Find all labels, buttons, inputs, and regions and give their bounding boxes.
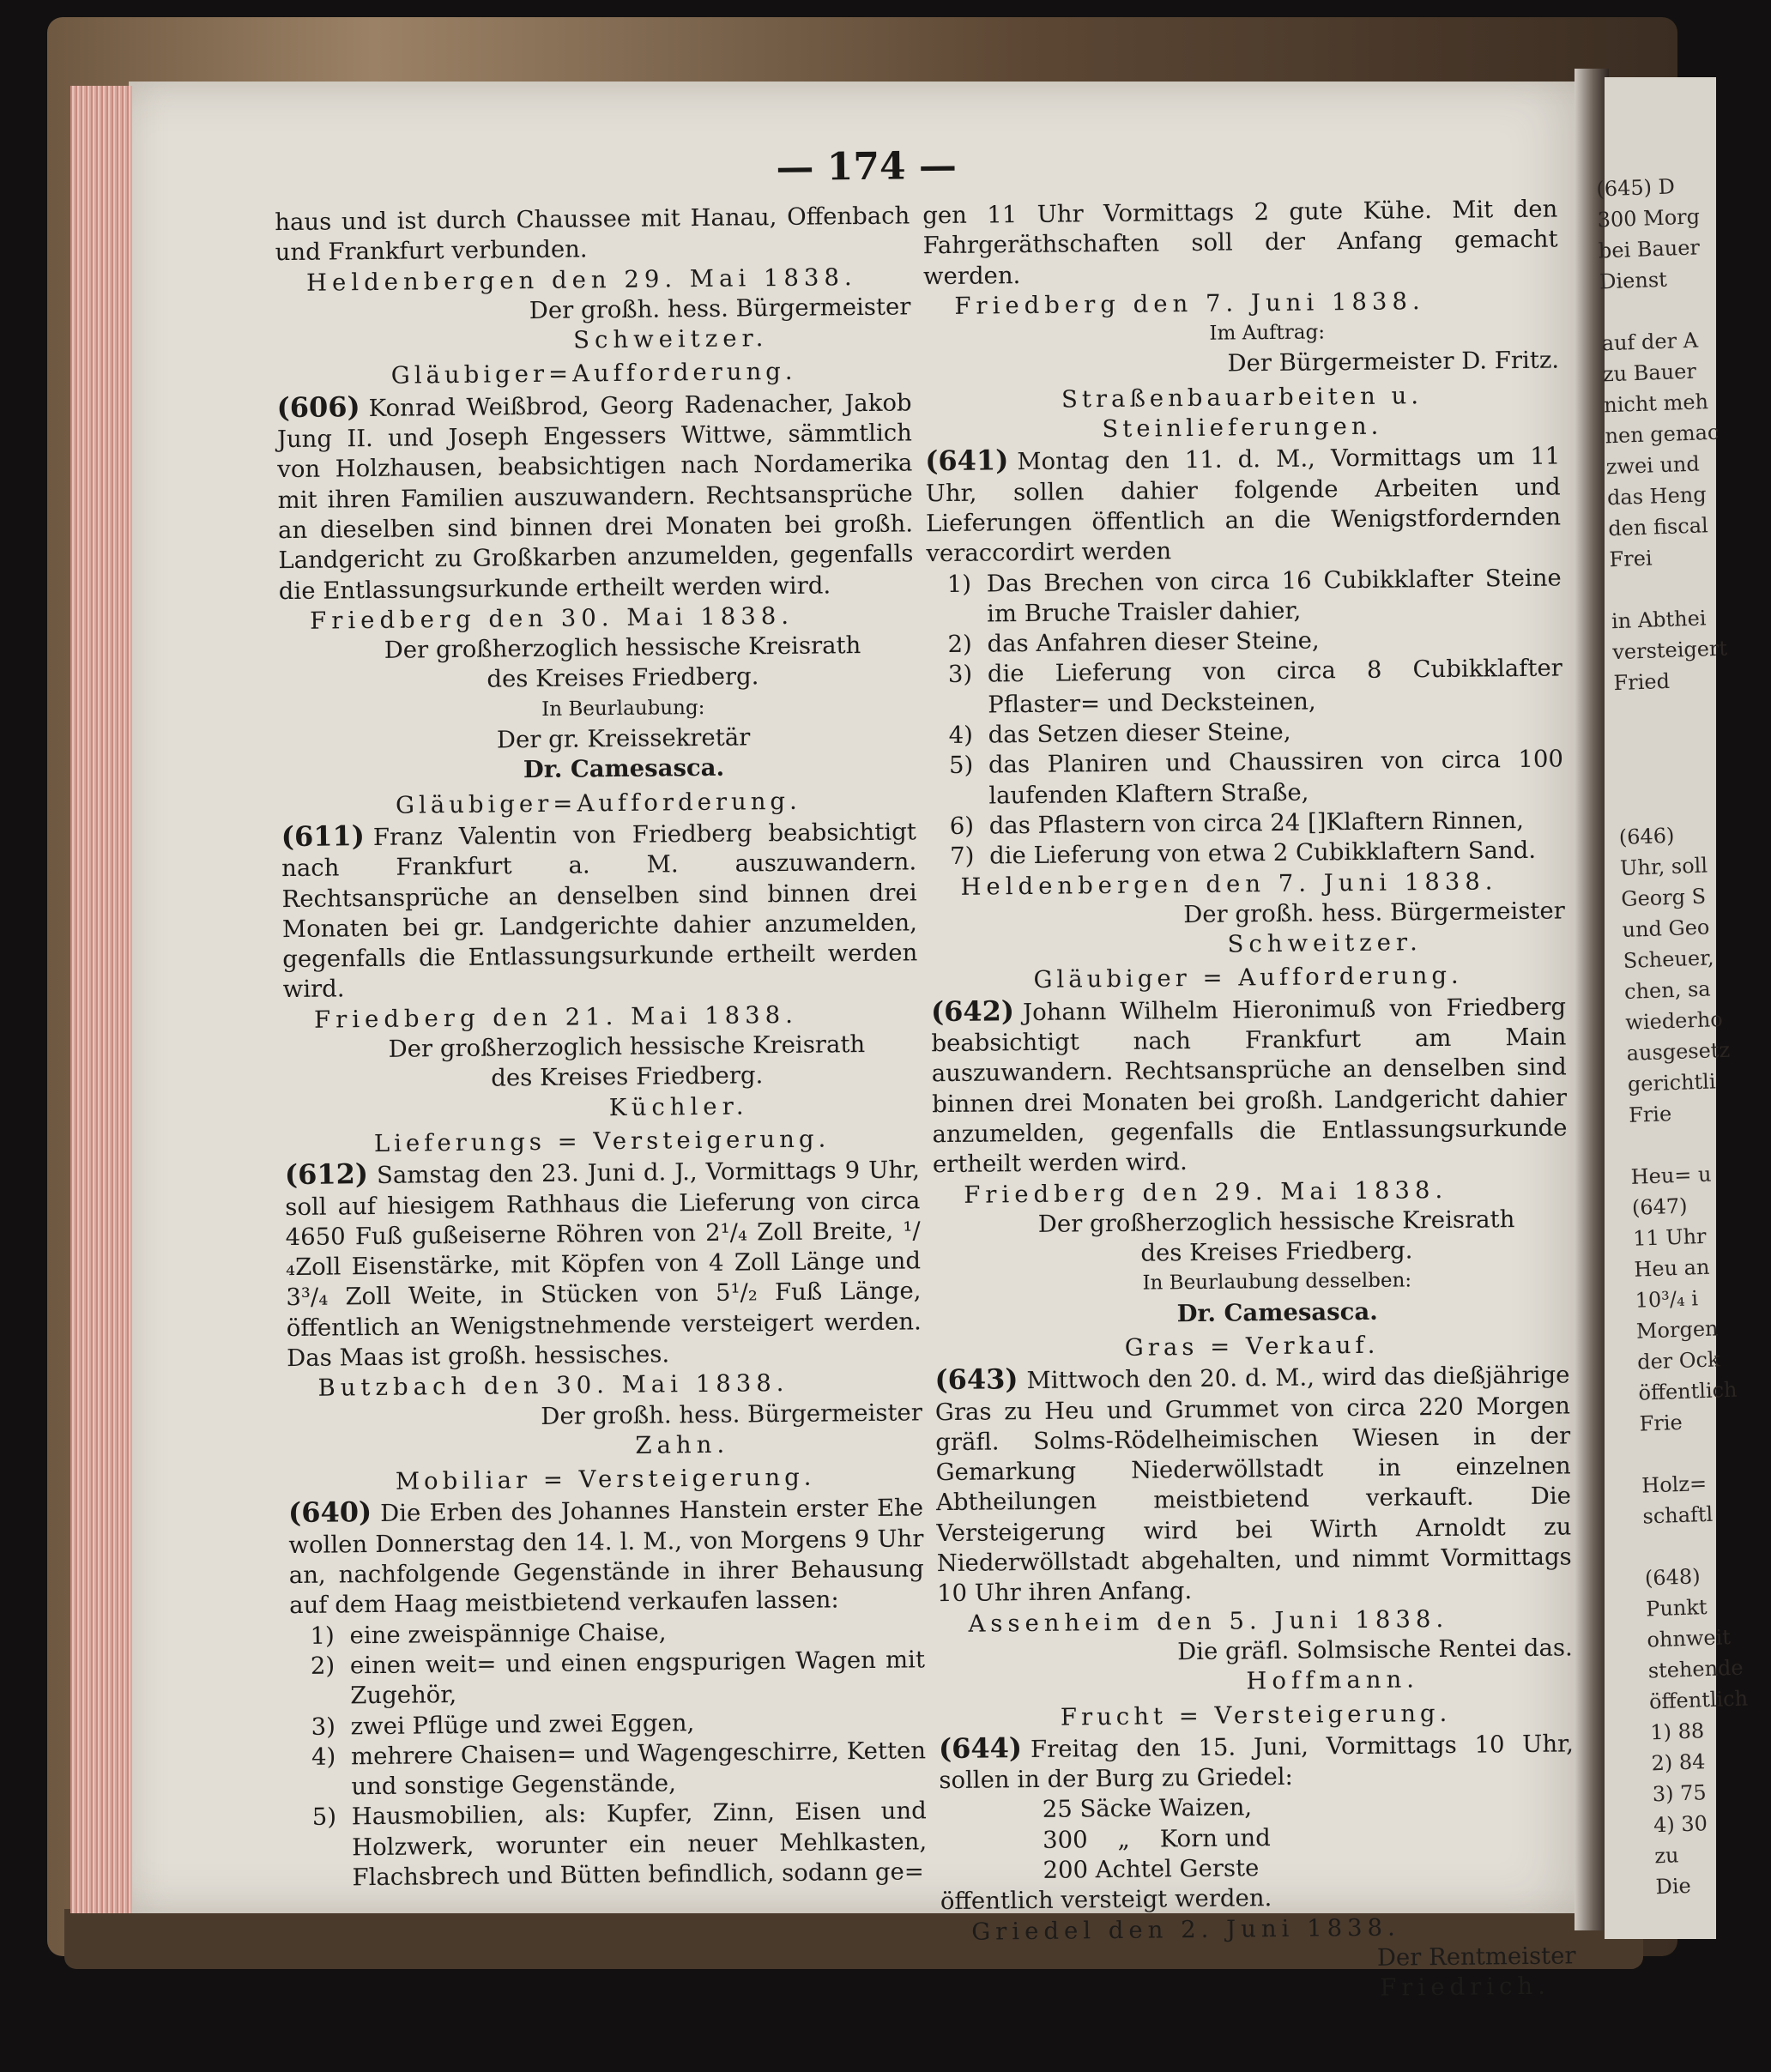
next-page-line: ohnweit: [1647, 1625, 1732, 1652]
list-line: 300 „ Korn und: [1042, 1823, 1271, 1854]
next-page-line: Dienst: [1599, 267, 1668, 294]
centered-line: Der großherzoglich hessische Kreisrath: [384, 631, 861, 665]
entry-text: Franz Valentin von Friedberg beabsichtigt nach Frankfurt a. M. auszuwandern. Rechtsansprüche an denselben sind binnen drei Monaten bei gr. Landgerichte dahier anzumelden, gegenfalls die Entlassungsurkunde ertheilt werden wird.: [281, 818, 918, 1004]
centered-line: Der großherzoglich hessische Kreisrath: [1037, 1205, 1515, 1238]
next-page-line: (645) D: [1595, 174, 1676, 202]
list-line: 25 Säcke Waizen,: [1042, 1793, 1253, 1824]
signature-name: Schweitzer.: [572, 324, 769, 354]
signature-title: Der großh. hess. Bürgermeister: [541, 1398, 923, 1430]
next-page-line: Scheuer,: [1623, 945, 1714, 973]
next-page-line: 300 Morg: [1597, 204, 1701, 233]
next-page-line: gerichtli: [1627, 1069, 1716, 1096]
signature-name: Zahn.: [635, 1430, 730, 1459]
item-text: die Lieferung von circa 8 Cubikklafter Pflaster= und Decksteinen,: [987, 654, 1563, 719]
centered-line: Der großherzoglich hessische Kreisrath: [388, 1030, 866, 1063]
left-column: [275, 201, 928, 1894]
entry-number: (642): [930, 994, 1015, 1028]
next-page-line: zu: [1653, 1843, 1679, 1869]
signature-name: Küchler.: [608, 1092, 749, 1121]
centered-note: In Beurlaubung:: [541, 696, 705, 721]
signature-title: Der großh. hess. Bürgermeister: [1183, 897, 1565, 928]
next-page-line: stehende: [1647, 1655, 1744, 1683]
next-page-line: Die: [1655, 1873, 1692, 1900]
entry-number: (612): [284, 1157, 369, 1192]
list-line: 200 Achtel Gerste: [1043, 1854, 1260, 1884]
signature-name: Hoffmann.: [1246, 1665, 1420, 1695]
body-text: gen 11 Uhr Vormittags 2 gute Kühe. Mit den Fahrgeräthschaften soll der Anfang gemacht werden.: [922, 195, 1558, 290]
next-page-line: nen gemac: [1605, 420, 1720, 449]
entry-number: (606): [276, 390, 360, 424]
item-number: 4): [311, 1743, 336, 1771]
entry-text: Konrad Weißbrod, Georg Radenacher, Jakob Jung II. und Joseph Engessers Wittwe, sämmtlich von Holzhausen, beabsichtigen nach Nordamerika mit ihren Familien auszuwandern. Rechtsansprüche an dieselben sind binnen drei Monaten bei großh. Landgericht zu Großkarben anzumelden, gegenfalls die Entlassungsurkunde ertheilt werden wird.: [276, 389, 914, 605]
notice-entry: [276, 386, 914, 607]
item-text: mehrere Chaisen= und Wagengeschirre, Ketten und sonstige Gegenstände,: [350, 1737, 927, 1801]
list-item: [928, 654, 1563, 721]
next-page-line: [1643, 1529, 1738, 1563]
dateline: Griedel den 2. Juni 1838.: [971, 1913, 1400, 1946]
item-text: einen weit= und einen engspurigen Wagen mit Zugehör,: [349, 1646, 926, 1710]
notice-entry: [281, 815, 918, 1006]
next-page-line: Frei: [1609, 546, 1653, 572]
next-page-line: und Geo: [1622, 915, 1710, 942]
signature-name: Friedrich.: [1380, 1972, 1551, 2003]
item-number: 5): [311, 1803, 337, 1832]
signature-name: Dr. Camesasca.: [1176, 1297, 1378, 1327]
next-page-line: Uhr, soll: [1619, 853, 1708, 881]
next-page-line: ausgesetz: [1626, 1037, 1731, 1066]
signature-title: Der Rentmeister: [1376, 1942, 1576, 1972]
list-item: [928, 745, 1564, 812]
next-page-line: (646): [1618, 823, 1675, 850]
next-page-line: chen, sa: [1623, 976, 1712, 1004]
entry-number: (640): [287, 1495, 372, 1530]
signature-name: Schweitzer.: [1227, 928, 1423, 958]
next-page-line: Holz=: [1641, 1471, 1708, 1498]
notice-entry: [931, 990, 1568, 1181]
centered-note: In Beurlaubung desselben:: [1142, 1269, 1412, 1296]
next-page-line: Morgen: [1635, 1316, 1719, 1344]
item-number: 2): [947, 630, 972, 659]
notice-entry: [939, 1727, 1575, 1796]
section-heading: Gras = Verkauf.: [1124, 1331, 1380, 1362]
next-page-line: schaftl: [1642, 1501, 1714, 1529]
next-page-line: zwei und: [1605, 451, 1701, 480]
signature-title: Der großh. hess. Bürgermeister: [529, 293, 911, 324]
next-page-line: Fried: [1613, 668, 1671, 696]
list-item: [292, 1797, 928, 1894]
centered-line: des Kreises Friedberg.: [1140, 1236, 1413, 1267]
entry-number: (644): [938, 1731, 1023, 1766]
item-text: das Anfahren dieser Steine,: [987, 626, 1320, 658]
next-page-line: in Abthei: [1611, 606, 1707, 634]
next-page-line: [1600, 294, 1695, 329]
entry-text: Mittwoch den 20. d. M., wird das dießjährige Gras zu Heu und Grummet von circa 220 Morgen gräfl. Solms-Rödelheimischen Wiesen in der Gemarkung Niederwöllstadt in einzelnen Abtheilungen meistbietend verkauft. Die Versteigerung wird bei Wirth Arnoldt zu Niederwöllstadt abgehalten, und nimmt Vormittags 10 Uhr ihren Anfang.: [934, 1361, 1572, 1608]
next-page-line: öffentlich: [1648, 1686, 1749, 1714]
next-page-line: Georg S: [1620, 884, 1707, 912]
next-page-line: (648): [1644, 1564, 1701, 1591]
next-page-line: [1640, 1436, 1735, 1471]
section-heading: Mobiliar = Versteigerung.: [395, 1463, 816, 1495]
next-page-line: nicht meh: [1603, 390, 1709, 418]
page-number: — 174 —: [776, 143, 958, 190]
item-number: 3): [311, 1713, 336, 1741]
centered-line: Der gr. Kreissekretär: [496, 723, 751, 754]
list-item: [927, 563, 1562, 630]
centered-line: des Kreises Friedberg.: [491, 1061, 764, 1092]
next-page-line: [1629, 1127, 1725, 1162]
next-page-line: [1617, 757, 1712, 791]
next-page-line: zu Bauer: [1602, 359, 1697, 387]
item-number: 2): [310, 1652, 335, 1680]
section-heading: Gläubiger = Aufforderung.: [1033, 962, 1463, 994]
entry-text: Samstag den 23. Juni d. J., Vormittags 9 Uhr, soll auf hiesigem Rathhaus die Lieferung von circa 4650 Fuß gußeiserne Röhren von 2¹/₄ Zoll Breite, ¹/₄Zoll Eisenstärke, mit Köpfen von 4 Zoll Länge und 3³/₄ Zoll Weite, in Stücken von 5¹/₂ Fuß Länge, öffentlich an Wenigstnehmende versteigert werden. Das Maas ist großh. hessisches.: [285, 1156, 922, 1373]
item-text: das Pflastern von circa 24 []Klaftern Rinnen,: [988, 806, 1525, 840]
entry-text: Johann Wilhelm Hieronimuß von Friedberg beabsichtigt nach Frankfurt am Main auszuwandern. Rechtsansprüche an denselben sind binnen drei Monaten bei großh. Landgericht dahier anzumelden, gegenfalls die Entlassungsurkunde ertheilt werden wird.: [931, 993, 1568, 1179]
centered-line: des Kreises Friedberg.: [487, 662, 759, 694]
next-page-line: [1615, 726, 1710, 760]
item-text: eine zweispännige Chaise,: [349, 1618, 667, 1650]
notice-entry: [934, 1359, 1572, 1610]
body-text: haus und ist durch Chaussee mit Hanau, Offenbach und Frankfurt verbunden.: [275, 202, 910, 267]
section-heading: Gläubiger=Aufforderung.: [390, 358, 797, 390]
next-page-line: Punkt: [1645, 1595, 1708, 1622]
item-text: das Setzen dieser Steine,: [988, 717, 1291, 749]
item-text: zwei Pflüge und zwei Eggen,: [350, 1708, 695, 1740]
notice-entry: [925, 440, 1561, 570]
item-number: 4): [948, 721, 974, 750]
page-edges: [70, 86, 132, 1913]
body-text: öffentlich versteigt werden.: [940, 1884, 1272, 1916]
next-page-line: [1610, 571, 1705, 606]
item-number: 6): [949, 812, 975, 840]
item-number: 3): [947, 661, 973, 689]
entry-text: Montag den 11. d. M., Vormittags um 11 Uhr, sollen dahier folgende Arbeiten und Lieferungen öffentlich an die Wenigstfordernden veraccordirt werden: [925, 442, 1562, 568]
next-page-line: [1614, 695, 1709, 729]
dateline: Friedberg den 7. Juni 1838.: [954, 287, 1425, 320]
next-page-line: der Ock: [1636, 1347, 1720, 1374]
next-page-line: 4) 30: [1653, 1811, 1708, 1838]
next-page-line: auf der A: [1601, 328, 1699, 356]
dateline: Friedberg den 29. Mai 1838.: [964, 1175, 1448, 1209]
list-item: [291, 1736, 927, 1803]
signature-title: Der Bürgermeister D. Fritz.: [1227, 346, 1560, 378]
item-text: Hausmobilien, als: Kupfer, Zinn, Eisen und Holzwerk, worunter ein neuer Mehlkasten, Flachsbrech und Bütten befindlich, sodann ge=: [351, 1797, 928, 1892]
next-page-line: 2) 84: [1651, 1749, 1706, 1776]
section-heading: Frucht = Versteigerung.: [1060, 1699, 1452, 1731]
signature-name: Dr. Camesasca.: [523, 754, 725, 784]
signature-title: Die gräfl. Solmsische Rentei das.: [1176, 1634, 1573, 1666]
next-page-line: Heu an: [1633, 1254, 1710, 1282]
section-heading: Lieferungs = Versteigerung.: [373, 1125, 831, 1157]
next-page-line: 11 Uhr: [1632, 1223, 1707, 1251]
dateline: Assenheim den 5. Juni 1838.: [968, 1604, 1449, 1638]
entry-text: Die Erben des Johannes Hanstein erster Ehe wollen Donnerstag den 14. l. M., von Morgens 9 Uhr an, nachfolgende Gegenstände in ihrer Behausung auf dem Haag meistbietend verkaufen lassen:: [288, 1494, 924, 1620]
item-text: das Planiren und Chaussiren von circa 100 laufenden Klaftern Straße,: [988, 745, 1564, 810]
dateline: Heldenbergen den 7. Juni 1838.: [960, 867, 1498, 901]
next-page-line: wiederho: [1624, 1006, 1724, 1035]
next-page-line: das Heng: [1606, 482, 1708, 510]
next-page-line: 10³/₄ i: [1635, 1286, 1699, 1313]
item-text: Das Brechen von circa 16 Cubikklafter Steine im Bruche Traisler dahier,: [986, 564, 1562, 628]
notice-entry: [288, 1492, 924, 1622]
next-page-line: öffentlich: [1637, 1377, 1738, 1405]
notice-entry: [285, 1154, 922, 1374]
item-number: 5): [948, 752, 974, 780]
entry-number: (641): [925, 444, 1009, 478]
next-page-line: versteigert: [1611, 636, 1728, 665]
next-page-line: den fiscal: [1607, 513, 1709, 541]
dateline: Heldenbergen den 29. Mai 1838.: [305, 263, 857, 297]
next-page-line: Frie: [1628, 1102, 1672, 1127]
list-item: [290, 1645, 926, 1712]
entry-number: (611): [281, 819, 366, 854]
page-content: [145, 138, 1587, 2003]
centered-note: Im Auftrag:: [1209, 321, 1326, 345]
next-page-line: 1) 88: [1649, 1719, 1705, 1745]
item-number: 1): [946, 570, 972, 598]
next-page-line: (647): [1631, 1193, 1688, 1220]
right-column: [922, 195, 1576, 2009]
next-page-line: bei Bauer: [1598, 235, 1701, 263]
dateline: Friedberg den 21. Mai 1838.: [313, 1000, 799, 1034]
section-heading: Gläubiger=Aufforderung.: [395, 787, 801, 819]
next-page-line: Heu= u: [1630, 1162, 1712, 1189]
next-page-line: [1617, 788, 1713, 822]
entry-number: (643): [934, 1362, 1018, 1397]
next-page-line: 3) 75: [1652, 1780, 1708, 1807]
dateline: Friedberg den 30. Mai 1838.: [310, 601, 795, 635]
item-text: die Lieferung von etwa 2 Cubikklaftern Sand.: [988, 837, 1537, 870]
item-number: 1): [310, 1622, 335, 1650]
section-heading: Straßenbauarbeiten u. Steinlieferungen.: [1061, 381, 1423, 444]
item-number: 7): [949, 842, 975, 871]
next-page-line: Frie: [1639, 1410, 1683, 1436]
entry-text: Freitag den 15. Juni, Vormittags 10 Uhr, sollen in der Burg zu Griedel:: [939, 1730, 1575, 1795]
dateline: Butzbach den 30. Mai 1838.: [317, 1369, 789, 1403]
